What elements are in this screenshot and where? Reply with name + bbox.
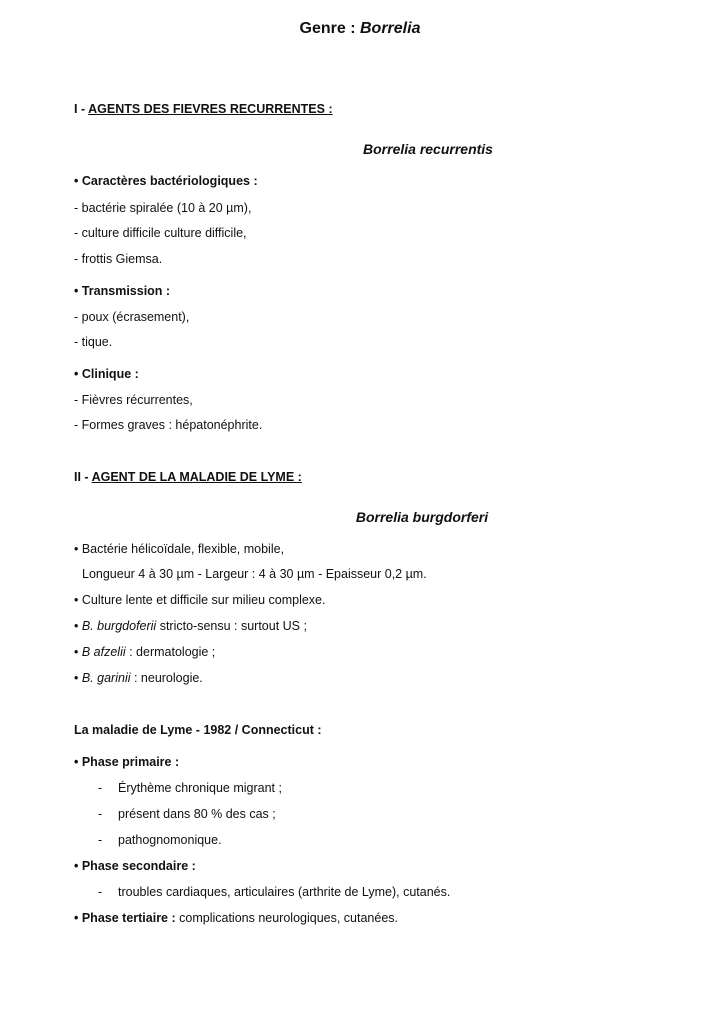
phase-primaire-item: pathognomonique. (118, 833, 222, 847)
transmission-item: - tique. (74, 335, 113, 349)
phase-primaire-item: présent dans 80 % des cas ; (118, 807, 276, 821)
species-line-afzelii: • B afzelii : dermatologie ; (74, 645, 216, 659)
clinique-item: - Fièvres récurrentes, (74, 393, 193, 407)
species-recurrentis: Borrelia recurrentis (363, 141, 493, 157)
phase-primaire-item: Érythème chronique migrant ; (118, 781, 282, 795)
lyme-agent-dimensions: Longueur 4 à 30 µm - Largeur : 4 à 30 µm - Epaisseur 0,2 µm. (82, 567, 427, 581)
dash-marker: - (98, 807, 103, 821)
phase-primaire-title: • Phase primaire : (74, 755, 180, 769)
caracteres-item: - bactérie spiralée (10 à 20 µm), (74, 201, 252, 215)
lyme-agent-line: • Bactérie hélicoïdale, flexible, mobile, (74, 542, 285, 556)
section-1-heading: I - AGENTS DES FIEVRES RECURRENTES : (74, 102, 333, 116)
species-line-garinii: • B. garinii : neurologie. (74, 671, 203, 685)
section-2-heading: II - AGENT DE LA MALADIE DE LYME : (74, 470, 302, 484)
lyme-heading: La maladie de Lyme - 1982 / Connecticut : (74, 723, 322, 737)
page-title: Genre : Borrelia (299, 20, 421, 37)
transmission-item: - poux (écrasement), (74, 310, 190, 324)
phase-tertiaire-line: • Phase tertiaire : complications neurologiques, cutanées. (74, 911, 399, 925)
caracteres-title: • Caractères bactériologiques : (74, 174, 258, 188)
clinique-item: - Formes graves : hépatonéphrite. (74, 418, 263, 432)
transmission-title: • Transmission : (74, 284, 171, 298)
caracteres-item: - frottis Giemsa. (74, 252, 163, 266)
dash-marker: - (98, 885, 103, 899)
phase-secondaire-title: • Phase secondaire : (74, 859, 196, 873)
species-line-burgdoferii: • B. burgdoferii stricto-sensu : surtout US ; (74, 619, 307, 633)
clinique-title: • Clinique : (74, 367, 139, 381)
dash-marker: - (98, 833, 103, 847)
dash-marker: - (98, 781, 103, 795)
phase-secondaire-item: troubles cardiaques, articulaires (arthrite de Lyme), cutanés. (118, 885, 451, 899)
lyme-agent-line: • Culture lente et difficile sur milieu complexe. (74, 593, 326, 607)
caracteres-item: - culture difficile culture difficile, (74, 226, 247, 240)
species-burgdorferi: Borrelia burgdorferi (355, 509, 489, 525)
